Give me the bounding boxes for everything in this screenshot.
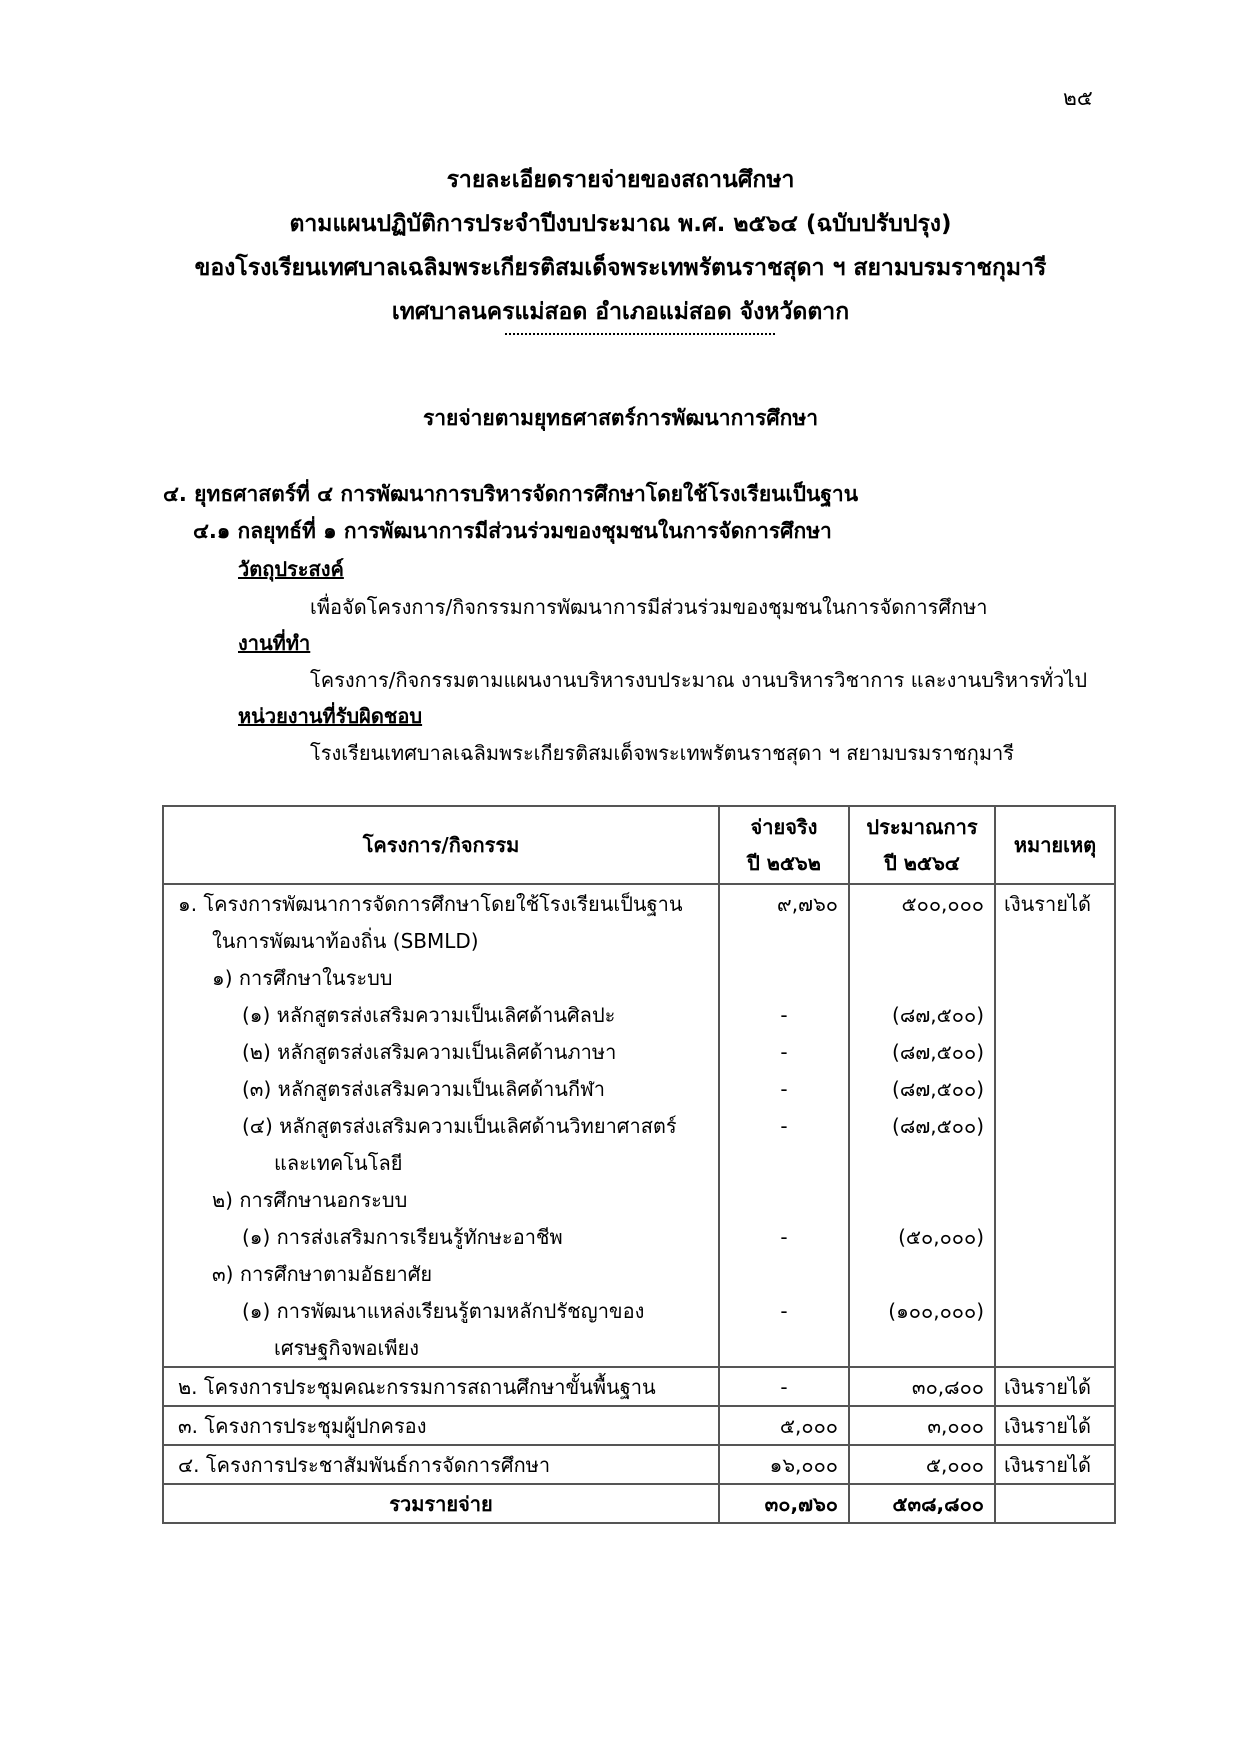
row-remark [995, 1292, 1115, 1329]
header-estimate-line2: ปี ๒๕๖๔ [884, 851, 960, 875]
row-project: (๑) การพัฒนาแหล่งเรียนรู้ตามหลักปรัชญาของ [163, 1292, 719, 1329]
row-remark [995, 1218, 1115, 1255]
table-row [163, 922, 1115, 959]
row-actual [719, 959, 849, 996]
document-title [0, 158, 1241, 334]
row-actual [719, 1255, 849, 1292]
row-estimate: (๘๗,๕๐๐) [849, 996, 995, 1033]
table-row [163, 1218, 1115, 1255]
header-actual-line1: จ่ายจริง [750, 815, 818, 839]
row-estimate: (๕๐,๐๐๐) [849, 1218, 995, 1255]
row-project: ๑. โครงการพัฒนาการจัดการศึกษาโดยใช้โรงเรียนเป็นฐาน [163, 884, 719, 922]
title-line-2: ตามแผนปฏิบัติการประจำปีงบประมาณ พ.ศ. ๒๕๖๔ (ฉบับปรับปรุง) [289, 211, 952, 237]
row-actual [719, 1181, 849, 1218]
table-row [163, 1033, 1115, 1070]
row-estimate: (๘๗,๕๐๐) [849, 1070, 995, 1107]
row-project: (๓) หลักสูตรส่งเสริมความเป็นเลิศด้านกีฬา [163, 1070, 719, 1107]
row-project: ๔. โครงการประชาสัมพันธ์การจัดการศึกษา [163, 1445, 719, 1484]
row-actual [719, 1144, 849, 1181]
row-estimate [849, 959, 995, 996]
page-number: ๒๕ [1063, 86, 1093, 110]
row-actual [719, 1329, 849, 1367]
total-actual: ๓๐,๗๖๐ [719, 1484, 849, 1523]
row-remark [995, 1033, 1115, 1070]
table-row [163, 996, 1115, 1033]
row-actual [719, 922, 849, 959]
row-project: ในการพัฒนาท้องถิ่น (SBMLD) [163, 922, 719, 959]
row-project: (๑) การส่งเสริมการเรียนรู้ทักษะอาชีพ [163, 1218, 719, 1255]
row-estimate [849, 1144, 995, 1181]
row-estimate [849, 922, 995, 959]
row-estimate: (๘๗,๕๐๐) [849, 1107, 995, 1144]
section-heading: รายจ่ายตามยุทธศาสตร์การพัฒนาการศึกษา [422, 406, 819, 430]
row-remark: เงินรายได้ [995, 1367, 1115, 1406]
table-row [163, 1406, 1115, 1445]
row-remark [995, 996, 1115, 1033]
header-actual-line2: ปี ๒๕๖๒ [747, 851, 821, 875]
table-row [163, 1144, 1115, 1181]
row-actual: - [719, 1033, 849, 1070]
responsible-unit-text: โรงเรียนเทศบาลเฉลิมพระเกียรติสมเด็จพระเทพรัตนราชสุดา ฯ สยามบรมราชกุมารี [310, 741, 1014, 765]
work-text: โครงการ/กิจกรรมตามแผนงานบริหารงบประมาณ งานบริหารวิชาการ และงานบริหารทั่วไป [310, 668, 1088, 692]
table-row [163, 1070, 1115, 1107]
row-remark [995, 959, 1115, 996]
row-actual: - [719, 1292, 849, 1329]
row-actual: - [719, 1070, 849, 1107]
header-project: โครงการ/กิจกรรม [163, 806, 719, 884]
dotted-divider [505, 333, 775, 335]
row-estimate: (๘๗,๕๐๐) [849, 1033, 995, 1070]
table-row [163, 1329, 1115, 1367]
budget-table [162, 805, 1116, 1524]
table-row [163, 1181, 1115, 1218]
title-line-4: เทศบาลนครแม่สอด อำเภอแม่สอด จังหวัดตาก [391, 299, 850, 325]
row-actual: - [719, 1218, 849, 1255]
row-estimate [849, 1255, 995, 1292]
total-estimate: ๕๓๘,๘๐๐ [849, 1484, 995, 1523]
row-estimate: (๑๐๐,๐๐๐) [849, 1292, 995, 1329]
row-project: ๒. โครงการประชุมคณะกรรมการสถานศึกษาขั้นพื้นฐาน [163, 1367, 719, 1406]
table-row [163, 959, 1115, 996]
header-remark: หมายเหตุ [995, 806, 1115, 884]
row-estimate: ๕๐๐,๐๐๐ [849, 884, 995, 922]
total-remark [995, 1484, 1115, 1523]
header-estimate-line1: ประมาณการ [866, 815, 978, 839]
row-remark [995, 1255, 1115, 1292]
row-remark [995, 1329, 1115, 1367]
objective-label: วัตถุประสงค์ [238, 557, 344, 581]
row-actual: ๙,๗๖๐ [719, 884, 849, 922]
row-project: (๒) หลักสูตรส่งเสริมความเป็นเลิศด้านภาษา [163, 1033, 719, 1070]
table-row [163, 1107, 1115, 1144]
table-row [163, 1445, 1115, 1484]
row-estimate [849, 1181, 995, 1218]
header-actual [719, 806, 849, 884]
row-project: (๑) หลักสูตรส่งเสริมความเป็นเลิศด้านศิลปะ [163, 996, 719, 1033]
row-estimate: ๓,๐๐๐ [849, 1406, 995, 1445]
row-project: ๑) การศึกษาในระบบ [163, 959, 719, 996]
row-project: ๓. โครงการประชุมผู้ปกครอง [163, 1406, 719, 1445]
table-row [163, 1292, 1115, 1329]
table-row [163, 884, 1115, 922]
row-actual: - [719, 1367, 849, 1406]
row-project: เศรษฐกิจพอเพียง [163, 1329, 719, 1367]
header-estimate [849, 806, 995, 884]
work-label: งานที่ทำ [238, 631, 311, 655]
row-actual: - [719, 1107, 849, 1144]
row-project: ๒) การศึกษานอกระบบ [163, 1181, 719, 1218]
row-estimate: ๓๐,๘๐๐ [849, 1367, 995, 1406]
title-line-1: รายละเอียดรายจ่ายของสถานศึกษา [446, 167, 795, 193]
row-remark: เงินรายได้ [995, 1406, 1115, 1445]
objective-text: เพื่อจัดโครงการ/กิจกรรมการพัฒนาการมีส่วนร่วมของชุมชนในการจัดการศึกษา [310, 595, 988, 619]
row-project: ๓) การศึกษาตามอัธยาศัย [163, 1255, 719, 1292]
responsible-unit-label: หน่วยงานที่รับผิดชอบ [238, 704, 423, 728]
row-remark: เงินรายได้ [995, 1445, 1115, 1484]
row-actual: - [719, 996, 849, 1033]
row-project: (๔) หลักสูตรส่งเสริมความเป็นเลิศด้านวิทยาศาสตร์ [163, 1107, 719, 1144]
table-row [163, 1255, 1115, 1292]
row-actual: ๑๖,๐๐๐ [719, 1445, 849, 1484]
row-actual: ๕,๐๐๐ [719, 1406, 849, 1445]
row-estimate: ๕,๐๐๐ [849, 1445, 995, 1484]
strategy-subtitle: ๔.๑ กลยุทธ์ที่ ๑ การพัฒนาการมีส่วนร่วมของชุมชนในการจัดการศึกษา [193, 519, 832, 543]
row-estimate [849, 1329, 995, 1367]
row-project: และเทคโนโลยี [163, 1144, 719, 1181]
total-row [163, 1484, 1115, 1523]
row-remark: เงินรายได้ [995, 884, 1115, 922]
row-remark [995, 1181, 1115, 1218]
row-remark [995, 1144, 1115, 1181]
title-line-3: ของโรงเรียนเทศบาลเฉลิมพระเกียรติสมเด็จพระเทพรัตนราชสุดา ฯ สยามบรมราชกุมารี [194, 255, 1047, 281]
row-remark [995, 1107, 1115, 1144]
strategy-title: ๔. ยุทธศาสตร์ที่ ๔ การพัฒนาการบริหารจัดการศึกษาโดยใช้โรงเรียนเป็นฐาน [163, 482, 859, 506]
table-row [163, 1367, 1115, 1406]
total-label: รวมรายจ่าย [163, 1484, 719, 1523]
row-remark [995, 922, 1115, 959]
row-remark [995, 1070, 1115, 1107]
table-header-row [163, 806, 1115, 884]
